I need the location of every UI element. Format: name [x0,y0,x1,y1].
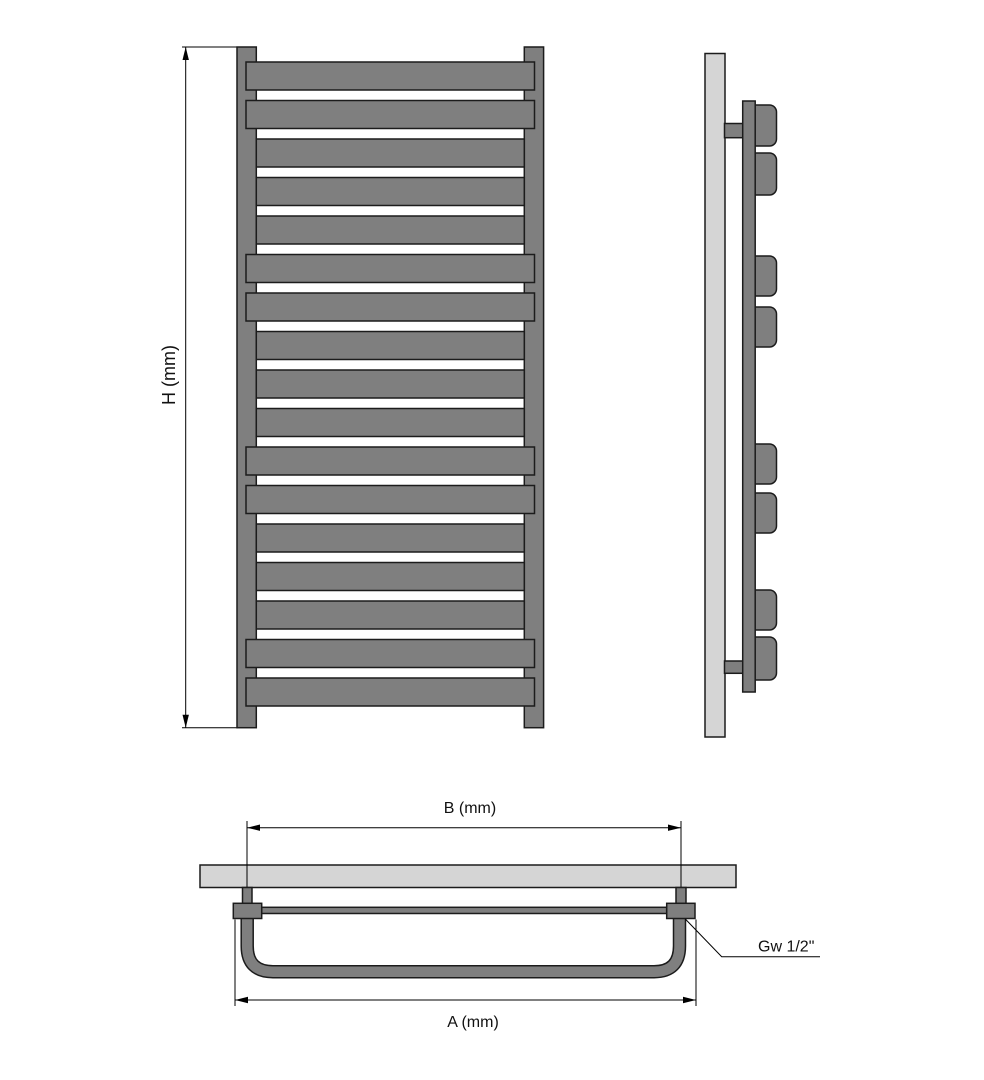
crossbar-wide [246,447,535,475]
crossbar-wide [246,640,535,668]
h-dimension-label: H (mm) [159,345,179,405]
dimension-h [182,47,238,728]
wall-bracket-top [725,124,744,138]
crossbar-flat [256,370,524,398]
right-collector [524,47,543,728]
crossbar-flat [256,332,524,360]
valve-body-right [667,903,695,918]
crossbar-flat [256,178,524,206]
crossbar-wide [246,101,535,129]
crossbar-flat [256,563,524,591]
valve-body-left [233,903,261,918]
crossbar-wide [246,62,535,90]
h-arrow-down-icon [183,715,189,728]
b-arrow-right-icon [668,825,681,831]
crossbar-wide [246,255,535,283]
crossbar-flat [256,524,524,552]
crossbar-flat [256,601,524,629]
side-view [705,54,777,738]
a-arrow-right-icon [683,997,696,1003]
wall-panel [705,54,725,738]
crossbar-flat [256,216,524,244]
connection-stub-left [243,888,253,904]
crossbar-wide [246,293,535,321]
thread-label: Gw 1/2" [758,938,815,956]
crossbar-wide [246,678,535,706]
crossbar-flat [256,139,524,167]
u-bar [247,917,679,972]
wall-bracket-bottom [725,661,744,673]
dimension-a [235,920,696,1007]
a-arrow-left-icon [235,997,248,1003]
collector-profile [743,101,756,692]
crossbar-wide [246,486,535,514]
connection-stub-right [676,888,686,904]
h-arrow-up-icon [183,47,189,60]
bottom-view [200,800,820,1031]
u-bar-outline [247,917,679,972]
crossbar-flat [256,409,524,437]
a-dimension-label: A (mm) [447,1014,499,1031]
b-dimension-label: B (mm) [443,800,497,817]
wall-panel-plan [200,865,736,888]
left-collector [237,47,256,728]
b-arrow-left-icon [247,825,260,831]
flat-bar-edge [262,907,667,913]
front-view [159,47,544,728]
dimension-b [247,825,681,831]
